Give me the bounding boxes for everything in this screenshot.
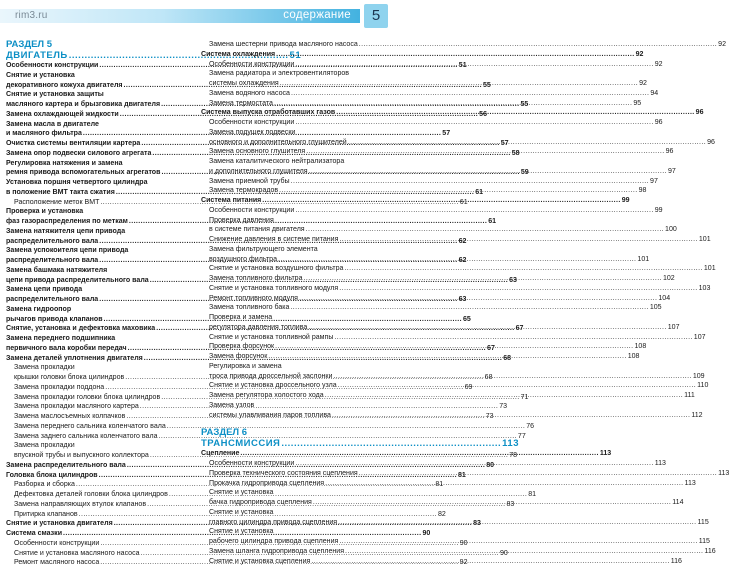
toc-subentry: Снятие и установка xyxy=(209,528,274,536)
entry-title: Проверка технического состояния сцепления xyxy=(209,469,358,477)
entry-title: Притирка клапанов xyxy=(14,510,78,518)
entry-title: Снятие и установка топливного модуля xyxy=(209,284,339,292)
entry-title: Расположение меток ВМТ xyxy=(14,198,100,206)
page-ref: 100 xyxy=(665,226,677,234)
leader-dots xyxy=(295,118,653,128)
entry-title: Очистка системы вентиляции картера xyxy=(6,140,141,147)
page-ref: 81 xyxy=(528,491,537,498)
leader-dots xyxy=(306,225,664,235)
page-ref: 116 xyxy=(670,557,682,565)
entry-title: Система охлаждения xyxy=(201,50,276,58)
page-ref: 115 xyxy=(697,518,709,526)
toc-entry: Замена масла в двигателе xyxy=(6,120,99,128)
page-ref: 107 xyxy=(667,323,680,331)
leader-dots xyxy=(304,274,662,284)
toc-subentry xyxy=(201,284,711,294)
entry-title: Замена шестерни привода масляного насоса xyxy=(209,41,358,48)
section-title-text: ДВИГАТЕЛЬ xyxy=(6,49,68,61)
page-ref: 63 xyxy=(458,296,467,303)
page-ref: 51 xyxy=(458,62,467,69)
leader-dots xyxy=(311,557,669,567)
toc-subentry xyxy=(6,422,535,432)
toc-subentry xyxy=(201,40,727,50)
leader-dots xyxy=(290,303,648,313)
leader-dots xyxy=(276,50,634,60)
page-ref: 78 xyxy=(509,452,518,459)
leader-dots xyxy=(359,469,717,479)
entry-title: Особенности конструкции xyxy=(209,206,295,214)
entry-title: впускной трубы и выпускного коллектора xyxy=(14,452,149,459)
entry-title: Снятие и установка дроссельного узла xyxy=(209,382,337,390)
toc-entry: Замена цепи привода xyxy=(6,286,83,294)
entry-title: Особенности конструкции xyxy=(14,539,100,547)
entry-title: главного цилиндра привода сцепления xyxy=(209,518,338,526)
page-ref: 67 xyxy=(487,344,495,352)
page-ref: 113 xyxy=(654,460,666,467)
entry-title: Замена термокрадов xyxy=(209,187,279,195)
entry-title: Снятие и установка масляного насоса xyxy=(14,549,140,557)
entry-title: системы охлаждения xyxy=(209,80,279,87)
page-ref: 67 xyxy=(515,325,524,333)
page-ref: 103 xyxy=(698,284,711,292)
entry-title: Замена прокладки масляного картера xyxy=(14,403,139,411)
entry-title: рычагов привода клапанов xyxy=(6,315,103,323)
entry-title: распределительного вала xyxy=(6,237,99,245)
page-ref: 90 xyxy=(499,549,508,557)
leader-dots xyxy=(309,167,667,177)
leader-dots xyxy=(338,518,696,528)
section-title-text: ТРАНСМИССИЯ xyxy=(201,437,281,449)
page-ref: 101 xyxy=(637,255,650,263)
page-ref: 57 xyxy=(500,140,509,147)
leader-dots xyxy=(278,255,636,265)
toc-entry xyxy=(6,61,467,71)
page-ref: 81 xyxy=(435,481,444,489)
page-ref: 83 xyxy=(473,520,481,528)
leader-dots xyxy=(291,89,649,99)
page-ref: 73 xyxy=(499,403,508,411)
toc-subentry: Замена прокладки xyxy=(14,442,75,450)
leader-dots xyxy=(268,352,626,362)
entry-title: Замена шланга гидропривода сцепления xyxy=(209,547,345,555)
toc-subentry: Замена узлов xyxy=(209,401,255,409)
entry-title: цепи привода распределительного вала xyxy=(6,276,149,284)
page-ref: 113 xyxy=(718,469,729,477)
page-ref: 69 xyxy=(464,383,473,391)
entry-title: Прокачка гидропривода сцепления xyxy=(209,479,325,487)
toc-subentry: Проверка давления xyxy=(209,216,274,224)
page-ref: 90 xyxy=(459,539,468,547)
site-label: rim3.ru xyxy=(15,10,48,21)
toc-entry: Замена переднего подшипника xyxy=(6,335,116,342)
leader-dots xyxy=(275,342,633,352)
leader-dots xyxy=(295,206,653,216)
toc-entry: Установка поршня четвертого цилиндра xyxy=(6,179,148,186)
page-ref: 76 xyxy=(526,422,535,430)
entry-title: Снятие и установка сцепления xyxy=(209,557,311,565)
leader-dots xyxy=(262,196,620,206)
page-ref: 102 xyxy=(662,275,675,282)
page-ref: 92 xyxy=(459,559,468,567)
toc-entry: Снятие и установка защиты xyxy=(6,91,104,99)
page-ref: 55 xyxy=(482,81,491,89)
entry-title: Замена топливного бака xyxy=(209,304,290,312)
leader-dots xyxy=(339,284,697,294)
section-title xyxy=(201,437,519,450)
entry-title: Замена водяного насоса xyxy=(209,89,290,97)
section-heading: РАЗДЕЛ 5 xyxy=(6,39,53,50)
entry-title: Замена прокладки поддона xyxy=(14,383,105,391)
page-ref: 114 xyxy=(672,499,684,506)
toc-subentry xyxy=(201,264,716,274)
leader-dots xyxy=(345,547,703,557)
section-label: содержание xyxy=(283,9,351,21)
page-ref: 96 xyxy=(695,109,704,117)
toc-subentry xyxy=(201,118,663,128)
leader-dots xyxy=(306,147,664,157)
page-ref: 92 xyxy=(635,50,644,58)
entry-title: Замена маслосъемных колпачков xyxy=(14,413,126,420)
leader-dots xyxy=(333,372,691,382)
page-ref: 63 xyxy=(509,276,517,284)
entry-title: и дополнительного глушителя xyxy=(209,167,308,175)
toc-entry: Замена гидроопор xyxy=(6,305,72,313)
entry-title: системы улавливания паров топлива xyxy=(209,411,331,419)
entry-title: Замена переднего сальника коленчатого вала xyxy=(14,422,166,430)
entry-title: регулятора давления топлива xyxy=(209,323,308,331)
toc-entry: Проверка и установка xyxy=(6,208,84,216)
leader-dots xyxy=(334,333,692,343)
leader-dots xyxy=(274,99,632,109)
toc-entry: Снятие и установка xyxy=(6,71,75,79)
page-ref: 95 xyxy=(633,99,642,107)
entry-title: Система питания xyxy=(201,197,262,204)
entry-title: крышки головки блока цилиндров xyxy=(14,374,125,381)
entry-title: Замена прокладки головки блока цилиндров xyxy=(14,393,161,401)
toc-subentry: Замена фильтрующего элемента xyxy=(209,245,318,253)
entry-title: в системе питания двигателя xyxy=(209,226,305,234)
entry-title: Ремонт масляного насоса xyxy=(14,559,100,567)
entry-title: Особенности конструкции xyxy=(209,119,295,126)
toc-subentry xyxy=(201,333,706,343)
page-ref: 65 xyxy=(462,315,471,323)
page-ref: 113 xyxy=(684,479,696,487)
entry-title: распределительного вала xyxy=(6,257,99,264)
entry-title: Замена направляющих втулок клапанов xyxy=(14,500,147,508)
leader-dots xyxy=(336,108,694,118)
entry-title: Замена топливного фильтра xyxy=(209,275,303,282)
toc-subentry xyxy=(201,206,663,216)
section-heading: РАЗДЕЛ 6 xyxy=(201,427,248,439)
toc-entry: Замена башмака натяжителя xyxy=(6,266,108,274)
entry-title: и масляного фильтра xyxy=(6,130,82,138)
page-ref: 61 xyxy=(475,188,484,196)
page-ref: 96 xyxy=(707,138,715,146)
entry-title: троса привода дроссельной заслонки xyxy=(209,372,333,380)
entry-title: декоративного кожуха двигателя xyxy=(6,81,123,89)
toc-entry: Замена натяжителя цепи привода xyxy=(6,227,126,235)
page-ref: 112 xyxy=(691,411,703,419)
page-ref: 99 xyxy=(654,206,663,214)
entry-title: в положение ВМТ такта сжатия xyxy=(6,188,115,196)
leader-dots xyxy=(344,264,702,274)
toc-entry xyxy=(201,50,644,60)
entry-title: Ремонт топливного модуля xyxy=(209,294,298,302)
page-number-badge: 5 xyxy=(364,4,388,28)
page-ref: 58 xyxy=(511,149,520,157)
leader-dots xyxy=(291,177,649,187)
toc-subentry: Замена радиатора и электровентиляторов xyxy=(209,70,350,78)
leader-dots xyxy=(348,138,706,148)
leader-dots xyxy=(359,40,717,50)
page-ref: 83 xyxy=(506,500,515,508)
page-ref: 107 xyxy=(693,333,706,341)
page-ref: 92 xyxy=(718,41,727,48)
page-ref: 101 xyxy=(698,236,711,243)
entry-title: Замена регулятора холостого хода xyxy=(209,392,324,399)
entry-title: основного и дополнительного глушителей xyxy=(209,138,347,146)
page-ref: 98 xyxy=(638,187,647,195)
page-ref: 68 xyxy=(503,354,512,362)
page-ref: 105 xyxy=(649,304,662,312)
leader-dots xyxy=(313,498,671,508)
page-ref: 116 xyxy=(704,547,716,555)
entry-title: Разборка и сборка xyxy=(14,481,75,489)
page-ref: 108 xyxy=(627,353,640,360)
toc-subentry: Замена подушек подвески xyxy=(209,128,296,136)
leader-dots xyxy=(281,439,501,450)
entry-title: Снятие и установка двигателя xyxy=(6,520,113,528)
page-ref: 77 xyxy=(517,432,526,440)
entry-title: Особенности конструкции xyxy=(209,460,295,467)
page-ref: 108 xyxy=(634,343,647,351)
entry-title: масляного картера и брызговика двигателя xyxy=(6,101,161,108)
entry-title: Замена основного глушителя xyxy=(209,148,306,156)
page-ref: 104 xyxy=(658,294,671,302)
page-ref: 96 xyxy=(654,119,663,126)
toc-subentry: Снятие и установка xyxy=(209,508,274,516)
entry-title: Замена распределительного вала xyxy=(6,461,126,469)
entry-title: ремня привода вспомогательных агрегатов xyxy=(6,169,161,177)
page-ref: 99 xyxy=(621,197,630,204)
entry-title: фаз газораспределения по меткам xyxy=(6,218,128,225)
toc-entry: Замена успокоителя цепи привода xyxy=(6,247,129,255)
leader-dots xyxy=(339,235,697,245)
toc-subentry xyxy=(201,303,662,313)
entry-title: распределительного вала xyxy=(6,296,99,303)
toc-subentry: Проверка и замена xyxy=(209,314,273,321)
page-ref: 68 xyxy=(484,374,493,381)
entry-title: Замена опор подвески силового агрегата xyxy=(6,149,152,157)
entry-title: Замена термостата xyxy=(209,99,273,107)
page-ref: 97 xyxy=(650,177,658,185)
page-ref: 113 xyxy=(502,437,519,449)
leader-dots xyxy=(279,186,637,196)
page-ref: 62 xyxy=(458,237,467,245)
leader-dots xyxy=(339,537,697,547)
entry-title: Замена заднего сальника коленчатого вала xyxy=(14,432,158,440)
page-ref: 92 xyxy=(654,60,663,68)
toc-subentry xyxy=(201,225,677,235)
toc-subentry: Замена каталитического нейтрализатора xyxy=(209,158,345,165)
leader-dots xyxy=(325,391,683,401)
page-ref: 56 xyxy=(479,110,488,118)
entry-title: воздушного фильтра xyxy=(209,255,278,263)
page-ref: 59 xyxy=(520,169,529,177)
page-ref: 96 xyxy=(665,148,674,156)
entry-title: бачка гидропривода сцепления xyxy=(209,499,312,506)
entry-title: Снятие и установка воздушного фильтра xyxy=(209,265,344,273)
leader-dots xyxy=(325,479,683,489)
toc-subentry: Снятие и установка xyxy=(209,489,274,497)
leader-dots xyxy=(295,60,653,70)
entry-title: Снижение давления в системе питания xyxy=(209,236,339,243)
entry-title: Проверка форсунок xyxy=(209,343,275,351)
entry-title: Снятие, установка и дефектовка маховика xyxy=(6,325,156,333)
entry-title: Замена форсунок xyxy=(209,353,268,360)
page-ref: 71 xyxy=(520,393,529,401)
page-ref: 109 xyxy=(692,372,705,380)
entry-title: Замена деталей уплотнения двигателя xyxy=(6,354,143,362)
entry-title: Особенности конструкции xyxy=(209,60,295,68)
page-ref: 82 xyxy=(438,510,446,518)
leader-dots xyxy=(280,79,638,89)
page-header xyxy=(0,0,401,32)
entry-title: Головка блока цилиндров xyxy=(6,471,98,479)
page-ref: 81 xyxy=(458,471,466,479)
entry-title: Система смазки xyxy=(6,530,63,537)
page-ref: 97 xyxy=(667,167,676,175)
entry-title: Система выпуска отработавших газов xyxy=(201,109,336,117)
leader-dots xyxy=(332,411,690,421)
page-ref: 61 xyxy=(459,198,468,206)
leader-dots xyxy=(240,449,598,459)
toc-subentry: Замена прокладки xyxy=(14,364,75,372)
leader-dots xyxy=(299,294,657,304)
toc-subentry: Регулировка и замена xyxy=(209,362,282,370)
page-ref: 61 xyxy=(488,218,497,225)
toc-subentry xyxy=(201,177,658,187)
page-ref: 111 xyxy=(684,392,695,399)
page-ref: 115 xyxy=(698,538,710,545)
page-ref: 101 xyxy=(703,265,716,273)
entry-title: Снятие и установка топливной рампы xyxy=(209,333,334,341)
page-ref: 113 xyxy=(599,450,612,458)
page-ref: 73 xyxy=(485,413,494,420)
entry-title: Дефектовка деталей головки блока цилиндров xyxy=(14,491,168,498)
page-ref: 55 xyxy=(520,101,529,108)
entry-title: Особенности конструкции xyxy=(6,62,99,69)
page-ref: 80 xyxy=(486,461,495,469)
page-ref: 62 xyxy=(458,257,467,264)
entry-title: Замена охлаждающей жидкости xyxy=(6,110,119,118)
page-ref: 110 xyxy=(697,382,709,390)
page-ref: 90 xyxy=(422,530,431,537)
page-ref: 92 xyxy=(639,80,647,87)
leader-dots xyxy=(295,459,653,469)
entry-title: Сцепление xyxy=(201,450,240,458)
entry-title: Замена приемной трубы xyxy=(209,177,290,185)
leader-dots xyxy=(338,381,696,391)
leader-dots xyxy=(308,323,666,333)
entry-title: первичного вала коробки передач xyxy=(6,344,127,352)
entry-title: рабочего цилиндра привода сцепления xyxy=(209,538,339,545)
page-ref: 51 xyxy=(289,49,302,61)
page-ref: 94 xyxy=(650,89,659,97)
toc-subentry xyxy=(201,89,659,99)
page-ref: 57 xyxy=(442,130,451,138)
toc-entry: Регулировка натяжения и замена xyxy=(6,159,123,167)
